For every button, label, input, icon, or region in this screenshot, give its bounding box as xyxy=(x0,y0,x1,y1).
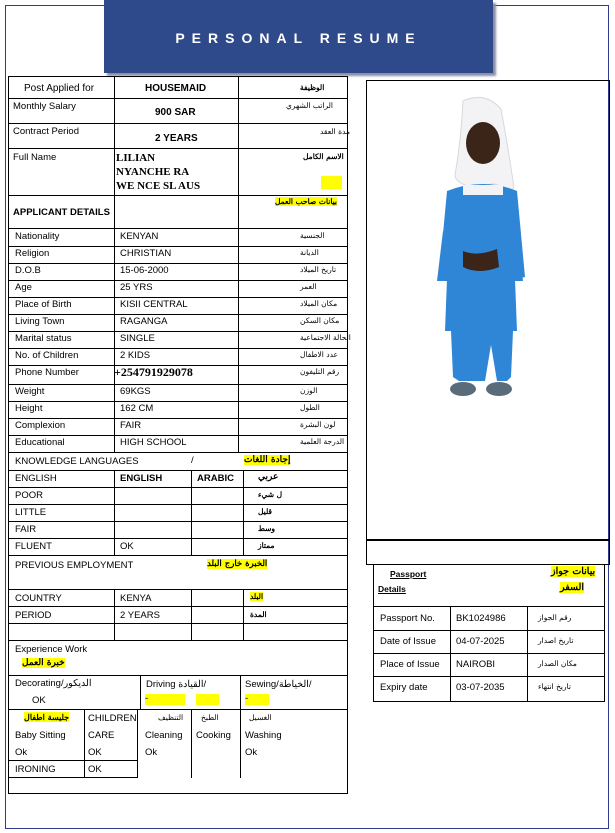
languages-slash: / xyxy=(191,455,194,466)
passport-ar1: بيانات جواز xyxy=(551,566,596,577)
detail-value: KISII CENTRAL xyxy=(120,299,188,310)
experience-label: Experience Work xyxy=(15,644,88,655)
skill-driving-label: Driving القيادة/ xyxy=(146,679,207,690)
detail-ar: مكان السكن xyxy=(300,316,340,325)
skill-babysitting-ar: جليسة اطفال xyxy=(24,712,70,722)
detail-ar: الطول xyxy=(300,403,320,412)
skill-babysitting-value: Ok xyxy=(15,747,28,758)
detail-label: D.O.B xyxy=(15,265,41,276)
period-ar: المدة xyxy=(250,610,267,619)
passport-row-value: BK1024986 xyxy=(456,613,506,624)
highlight-mark xyxy=(321,176,342,189)
detail-ar: العمر xyxy=(300,282,317,291)
detail-label: Phone Number xyxy=(15,367,79,378)
detail-ar: الديانة xyxy=(300,248,319,257)
salary-label: Monthly Salary xyxy=(13,101,76,112)
skill-decorating-value: OK xyxy=(32,695,46,706)
previous-ar: الخبرة خارج البلد xyxy=(207,559,268,569)
detail-value: HIGH SCHOOL xyxy=(120,437,187,448)
period-label: PERIOD xyxy=(15,610,52,621)
lang-header-3: ARABIC xyxy=(197,473,234,484)
page-title: PERSONAL RESUME xyxy=(104,0,493,73)
detail-label: Religion xyxy=(15,248,50,259)
passport-title1: Passport xyxy=(390,569,427,579)
skill-decorating-label: Decorating/الديكور xyxy=(15,678,92,689)
detail-label: Educational xyxy=(15,437,65,448)
detail-value: CHRISTIAN xyxy=(120,248,172,259)
detail-value: 69KGS xyxy=(120,386,151,397)
skill-childcare-ar: CHILDREN xyxy=(88,713,137,724)
passport-row-label: Expiry date xyxy=(380,682,428,693)
passport-row-value: NAIROBI xyxy=(456,659,496,670)
languages-label: KNOWLEDGE LANGUAGES xyxy=(15,456,139,467)
detail-label: Complexion xyxy=(15,420,66,431)
languages-ar: إجادة اللغات xyxy=(244,455,291,465)
salary-ar: الراتب الشهري xyxy=(286,101,333,110)
lang-row-ar: ل شيء xyxy=(258,490,283,499)
detail-ar: الوزن xyxy=(300,386,318,395)
lang-row-ar: قليل xyxy=(258,507,273,516)
country-value: KENYA xyxy=(120,593,152,604)
applicant-ar: بيانات صاحب العمل xyxy=(275,197,337,206)
detail-ar: تاريخ الميلاد xyxy=(300,265,337,274)
lang-row-label: FAIR xyxy=(15,524,37,535)
contract-ar: مدة العقد xyxy=(320,127,350,136)
detail-value: +254791929078 xyxy=(114,365,193,379)
experience-ar: خبرة العمل xyxy=(22,658,65,668)
passport-row-value: 03-07-2035 xyxy=(456,682,505,693)
detail-label: Height xyxy=(15,403,43,414)
ironing-value: OK xyxy=(88,764,102,775)
contract-label: Contract Period xyxy=(13,126,80,137)
lang-row-english: OK xyxy=(120,541,134,552)
detail-label: No. of Children xyxy=(15,350,79,361)
skill-cleaning-ar: التنظيف xyxy=(158,713,184,722)
detail-label: Nationality xyxy=(15,231,60,242)
lang-row-label: LITTLE xyxy=(15,507,47,518)
skill-babysitting-label: Baby Sitting xyxy=(15,730,66,741)
lang-row-label: POOR xyxy=(15,490,43,501)
detail-ar: الجنسية xyxy=(300,231,325,240)
detail-ar: عدد الاطفال xyxy=(300,350,338,359)
passport-row-label: Date of Issue xyxy=(380,636,436,647)
passport-row-ar: رقم الجواز xyxy=(538,613,572,622)
applicant-photo xyxy=(366,80,610,540)
detail-label: Marital status xyxy=(15,333,72,344)
passport-row-value: 04-07-2025 xyxy=(456,636,505,647)
applicant-label: APPLICANT DETAILS xyxy=(13,207,110,218)
lang-header-2: ENGLISH xyxy=(120,473,163,484)
detail-ar: رقم التليفون xyxy=(300,367,340,376)
lang-header-1: ENGLISH xyxy=(15,473,57,484)
highlight-mark xyxy=(196,694,219,705)
ironing-label: IRONING xyxy=(15,764,56,775)
passport-row-ar: تاريخ انتهاء xyxy=(538,682,572,691)
detail-ar: مكان الميلاد xyxy=(300,299,338,308)
passport-row-ar: مكان الصدار xyxy=(538,659,577,668)
fullname-line3: WE NCE SL AUS xyxy=(116,180,201,192)
post-label: Post Applied for xyxy=(24,83,95,94)
lang-row-ar: ممتاز xyxy=(258,541,275,550)
skill-cooking-ar: الطبخ xyxy=(201,713,219,722)
passport-ar2: السفر xyxy=(560,582,585,593)
detail-value: KENYAN xyxy=(120,231,159,242)
passport-title2: Details xyxy=(378,584,406,594)
detail-value: 25 YRS xyxy=(120,282,153,293)
detail-value: SINGLE xyxy=(120,333,155,344)
skill-cleaning-label: Cleaning xyxy=(145,730,183,741)
skill-washing-label: Washing xyxy=(245,730,282,741)
detail-ar: الحالة الاجتماعية xyxy=(300,333,351,342)
detail-ar: الدرجة العلمية xyxy=(300,437,345,446)
skill-driving-value: - xyxy=(145,694,185,705)
skill-sewing-label: Sewing/الخياطة/ xyxy=(245,679,312,690)
lang-row-ar: وسط xyxy=(258,524,276,533)
skill-sewing-value: - xyxy=(245,694,269,705)
period-value: 2 YEARS xyxy=(120,610,160,621)
skill-childcare-value: OK xyxy=(88,747,102,758)
skill-washing-value: Ok xyxy=(245,747,258,758)
passport-row-ar: تاريخ اصدار xyxy=(538,636,574,645)
lang-header-4: عربي xyxy=(258,472,279,482)
passport-row-label: Place of Issue xyxy=(380,659,440,670)
fullname-line2: NYANCHE RA xyxy=(116,166,190,178)
detail-label: Living Town xyxy=(15,316,65,327)
post-value: HOUSEMAID xyxy=(145,83,207,94)
lang-row-label: FLUENT xyxy=(15,541,52,552)
detail-value: FAIR xyxy=(120,420,142,431)
detail-label: Weight xyxy=(15,386,45,397)
contract-value: 2 YEARS xyxy=(155,133,198,144)
detail-ar: لون البشرة xyxy=(300,420,336,429)
detail-value: RAGANGA xyxy=(120,316,168,327)
country-ar: البلد xyxy=(250,592,264,601)
country-label: COUNTRY xyxy=(15,593,62,604)
skill-cleaning-value: Ok xyxy=(145,747,158,758)
passport-row-label: Passport No. xyxy=(380,613,435,624)
detail-value: 2 KIDS xyxy=(120,350,151,361)
post-ar: الوظيفة xyxy=(300,83,325,92)
skill-childcare-label: CARE xyxy=(88,730,115,741)
fullname-line1: LILIAN xyxy=(116,152,156,164)
detail-value: 162 CM xyxy=(120,403,154,414)
detail-value: 15-06-2000 xyxy=(120,265,169,276)
fullname-ar: الاسم الكامل xyxy=(303,152,344,161)
previous-label: PREVIOUS EMPLOYMENT xyxy=(15,560,134,571)
skill-washing-ar: الغسيل xyxy=(249,713,272,722)
fullname-label: Full Name xyxy=(13,152,57,163)
salary-value: 900 SAR xyxy=(155,107,196,118)
skill-cooking-label: Cooking xyxy=(196,730,231,741)
detail-label: Place of Birth xyxy=(15,299,72,310)
detail-label: Age xyxy=(15,282,32,293)
